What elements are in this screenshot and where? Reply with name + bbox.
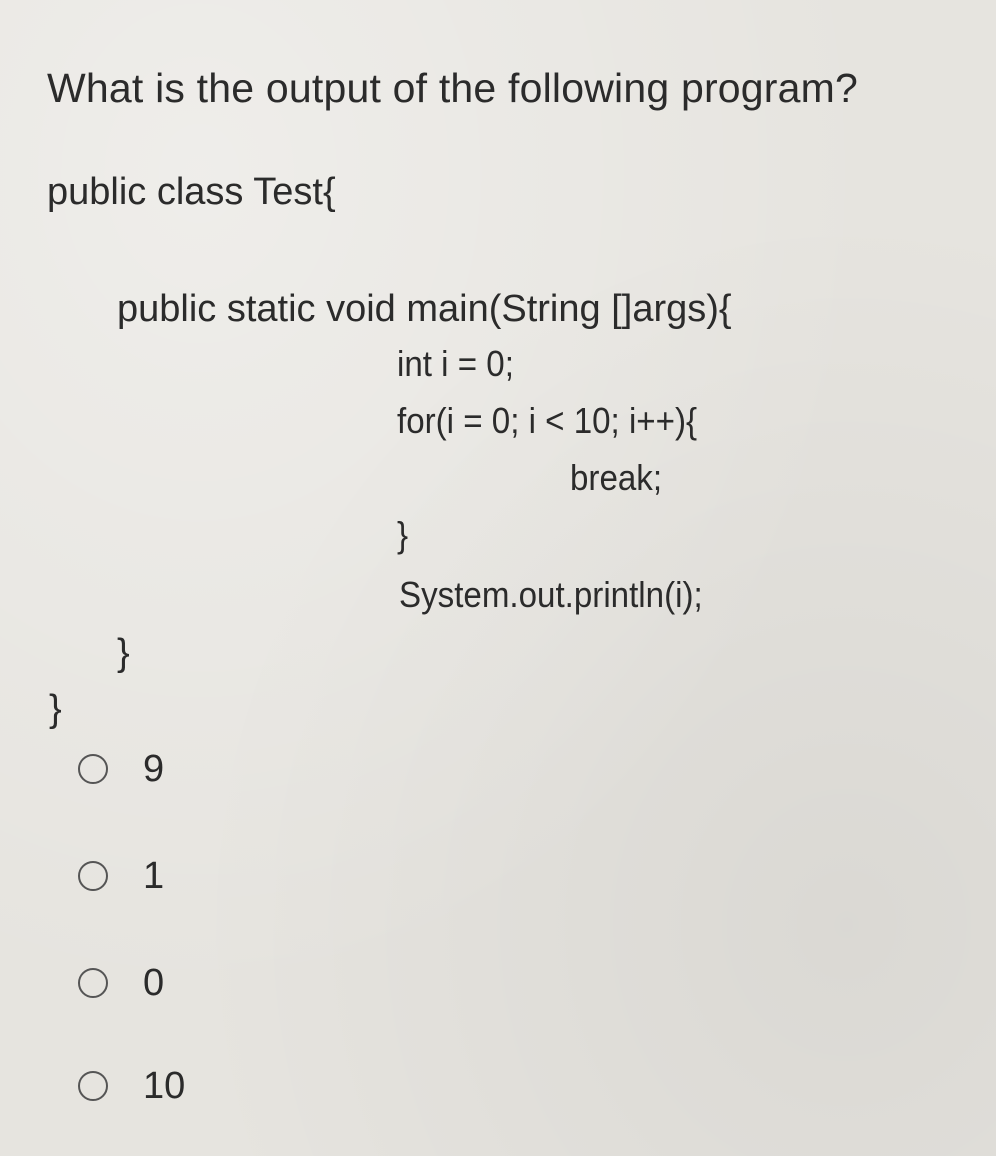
code-line-class-declaration: public class Test{: [47, 171, 336, 213]
answer-option-10[interactable]: [78, 1063, 185, 1109]
answer-option-label: 0: [143, 962, 165, 1004]
radio-button-icon[interactable]: [78, 1071, 108, 1101]
code-line-break: break;: [570, 457, 663, 498]
radio-button-icon[interactable]: [78, 968, 108, 998]
code-line-loop-close-brace: }: [397, 514, 409, 555]
answer-option-label: 10: [143, 1065, 186, 1107]
code-line-int-declaration: int i = 0;: [397, 343, 514, 384]
radio-button-icon[interactable]: [78, 861, 108, 891]
code-line-for-loop: for(i = 0; i < 10; i++){: [397, 400, 698, 441]
answer-option-0[interactable]: [78, 960, 164, 1006]
code-line-class-close-brace: }: [49, 688, 62, 730]
answer-option-label: 1: [143, 855, 165, 897]
answer-option-9[interactable]: [78, 746, 164, 792]
code-line-main-method: public static void main(String []args){: [117, 288, 732, 330]
code-line-method-close-brace: }: [117, 632, 130, 674]
answer-option-1[interactable]: [78, 853, 164, 899]
answer-option-label: 9: [143, 748, 165, 790]
radio-button-icon[interactable]: [78, 754, 108, 784]
code-line-println: System.out.println(i);: [399, 574, 703, 615]
question-prompt: What is the output of the following program?: [47, 65, 859, 111]
